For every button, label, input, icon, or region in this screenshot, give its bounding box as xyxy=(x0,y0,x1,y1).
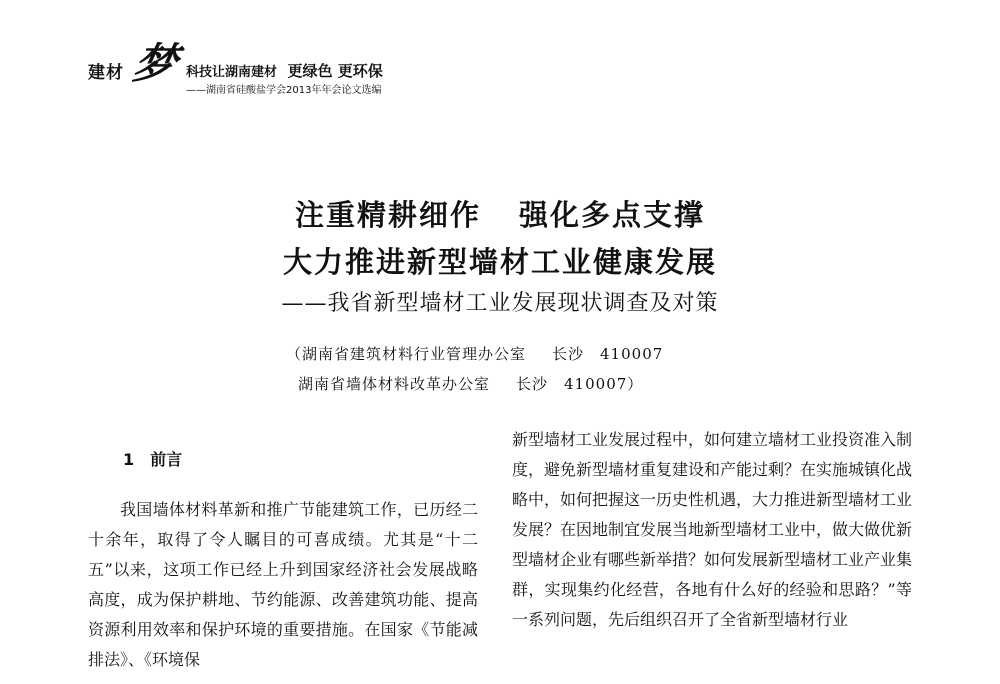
article-subtitle: ——我省新型墙材工业发展现状调查及对策 xyxy=(281,291,719,316)
header-subtitle: ——湖南省硅酸盐学会2013年年会论文选编 xyxy=(186,85,382,96)
affiliation-1-location: 长沙 410007 xyxy=(552,345,664,363)
article-title-line1 xyxy=(0,193,1000,234)
affiliation-2-location: 长沙 410007） xyxy=(516,375,644,393)
slogan-emphasis: 更绿色 更环保 xyxy=(287,62,383,80)
affiliation-1 xyxy=(286,343,663,364)
body-paragraph-right: 新型墙材工业发展过程中，如何建立墙材工业投资准入制度，避免新型墙材重复建设和产能过剩？在实施城镇化战略中，如何把握这一历史性机遇，大力推进新型墙材工业发展？在因地制宜发展当地新型墙材工业中，做大做优新型墙材企业有哪些新举措？如何发展新型墙材工业产业集群，实现集约化经营，各地有什么好的经验和思路？”等一系列问题，先后组织召开了全省新型墙材行业 xyxy=(512,430,913,629)
body-column-right xyxy=(512,425,912,635)
section-title: 前言 xyxy=(150,450,183,469)
section-number: 1 xyxy=(123,450,135,469)
body-column-left xyxy=(88,445,478,675)
affiliation-2-org: 湖南省墙体材料改革办公室 xyxy=(298,375,491,393)
header-slogan xyxy=(186,60,383,81)
body-paragraph-left: 我国墙体材料革新和推广节能建筑工作，已历经二十余年，取得了令人瞩目的可喜成绩。尤其是“十二五”以来，这项工作已经上升到国家经济社会发展战略高度，成为保护耕地、节约能源、改善建筑功能、提高资源利用效率和保护环境的重要措施。在国家《节能减排法》、《环境保 xyxy=(88,500,478,669)
affiliation-1-org: （湖南省建筑材料行业管理办公室 xyxy=(286,345,527,363)
section-heading xyxy=(88,445,478,475)
journal-header xyxy=(88,38,448,100)
title-part-a: 注重精耕细作 xyxy=(294,198,481,232)
brand-word: 建材 xyxy=(88,63,124,83)
title-part-b: 强化多点支撑 xyxy=(519,198,706,232)
article-title-line2: 大力推进新型墙材工业健康发展 xyxy=(282,245,717,279)
brand-logo-glyph: 梦 xyxy=(128,39,182,88)
slogan-text: 科技让湖南建材 xyxy=(186,65,278,80)
affiliation-2 xyxy=(298,373,643,394)
